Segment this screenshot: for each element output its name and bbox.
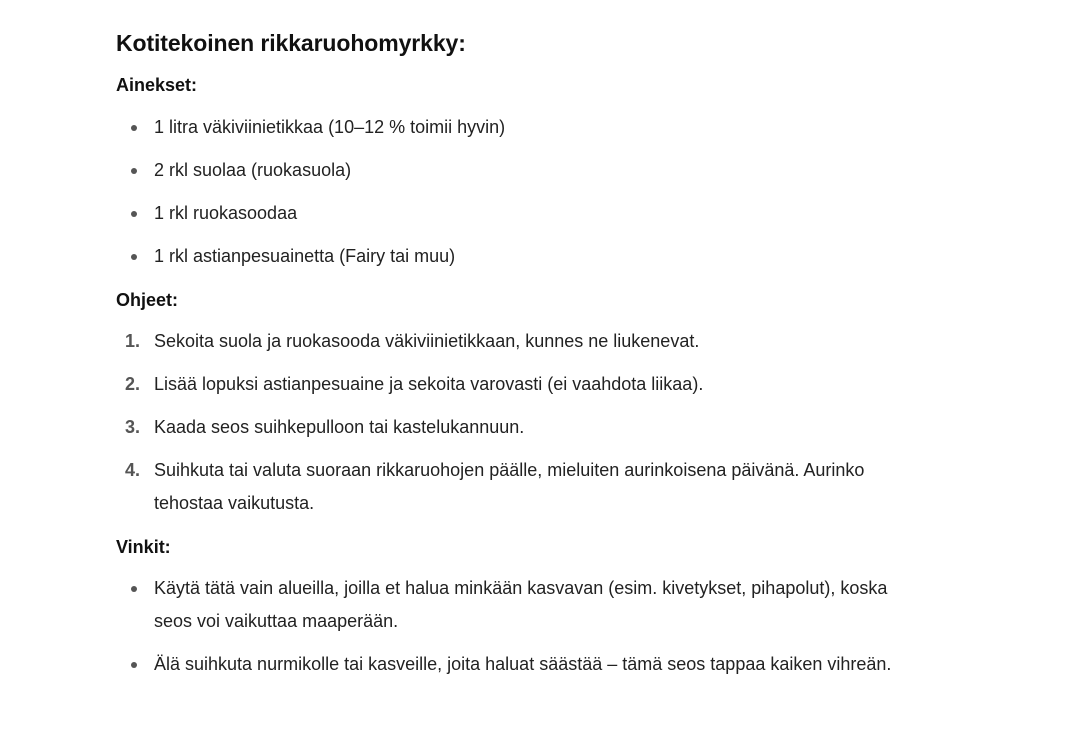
list-item-text: Kaada seos suihkepulloon tai kastelukannuun.	[154, 417, 525, 437]
instructions-list	[116, 325, 896, 520]
list-item	[116, 240, 896, 273]
list-item	[116, 154, 896, 187]
step-number: 3.	[125, 417, 141, 437]
page-title: Kotitekoinen rikkaruohomyrkky:	[116, 30, 466, 56]
tips-heading: Vinkit:	[116, 537, 171, 557]
bullet-icon	[131, 125, 137, 131]
bullet-icon	[131, 211, 137, 217]
list-item-text: Suihkuta tai valuta suoraan rikkaruohojen päälle, mieluiten aurinkoisena päivänä. Aurinko tehostaa vaikutusta.	[154, 460, 865, 513]
bullet-icon	[131, 168, 137, 174]
tips-list	[116, 572, 896, 681]
step-number: 2.	[125, 374, 141, 394]
list-item-text: 2 rkl suolaa (ruokasuola)	[154, 160, 352, 180]
list-item	[116, 325, 896, 358]
list-item	[116, 572, 896, 638]
ingredients-heading: Ainekset:	[116, 75, 198, 95]
list-item	[116, 368, 896, 401]
list-item-text: 1 rkl ruokasoodaa	[154, 203, 298, 223]
list-item	[116, 648, 896, 681]
list-item-text: Käytä tätä vain alueilla, joilla et halua minkään kasvavan (esim. kivetykset, pihapolut), koska seos voi vaikuttaa maaperään.	[154, 578, 888, 631]
list-item	[116, 111, 896, 144]
list-item	[116, 411, 896, 444]
list-item	[116, 197, 896, 230]
step-number: 4.	[125, 460, 141, 480]
list-item	[116, 454, 896, 520]
list-item-text: Älä suihkuta nurmikolle tai kasveille, joita haluat säästää – tämä seos tappaa kaiken vihreän.	[154, 654, 892, 674]
list-item-text: Sekoita suola ja ruokasooda väkiviinietikkaan, kunnes ne liukenevat.	[154, 331, 700, 351]
step-number: 1.	[125, 331, 141, 351]
bullet-icon	[131, 662, 137, 668]
list-item-text: 1 rkl astianpesuainetta (Fairy tai muu)	[154, 246, 456, 266]
instructions-heading: Ohjeet:	[116, 290, 179, 310]
list-item-text: 1 litra väkiviinietikkaa (10–12 % toimii hyvin)	[154, 117, 506, 137]
bullet-icon	[131, 254, 137, 260]
ingredients-list	[116, 111, 896, 273]
bullet-icon	[131, 586, 137, 592]
list-item-text: Lisää lopuksi astianpesuaine ja sekoita varovasti (ei vaahdota liikaa).	[154, 374, 704, 394]
